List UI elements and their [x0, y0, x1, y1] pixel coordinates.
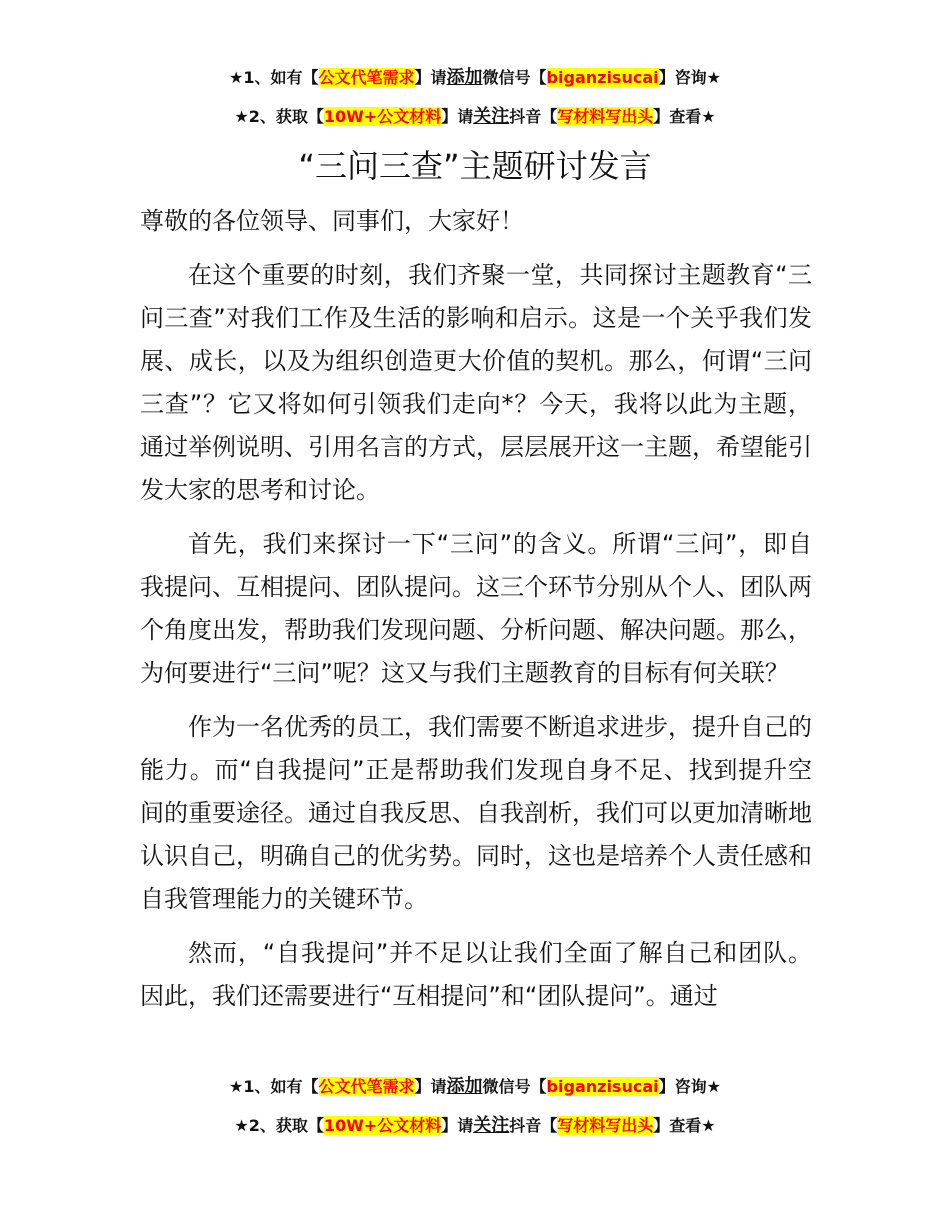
footer-promo-line-2	[0, 1115, 950, 1137]
footer-promo-line-1	[0, 1076, 950, 1098]
promo-highlight-wechat-id: biganzisucai	[546, 1077, 659, 1096]
promo-highlight-ghostwriting: 公文代笔需求	[318, 68, 415, 87]
promo-text: 微信号【	[482, 1077, 547, 1096]
promo-prefix: ★1、如有【	[229, 68, 319, 87]
document-body	[140, 200, 812, 1018]
header-promo-line-2	[0, 106, 950, 128]
promo-highlight-douyin: 写材料写出头	[557, 1116, 654, 1135]
promo-text: 】请	[441, 1116, 474, 1135]
promo-highlight-douyin: 写材料写出头	[557, 107, 654, 126]
promo-highlight-materials: 10W+公文材料	[323, 1116, 442, 1135]
body-paragraph-3: 作为一名优秀的员工，我们需要不断追求进步，提升自己的能力。而“自我提问”正是帮助我们发现自身不足、找到提升空间的重要途径。通过自我反思、自我剖析，我们可以更加清晰地认识自己，明确自己的优劣势。同时，这也是培养个人责任感和自我管理能力的关键环节。	[140, 713, 812, 913]
promo-emphasis-add: 添加	[446, 1076, 483, 1097]
promo-emphasis-add: 添加	[446, 67, 483, 88]
promo-highlight-materials: 10W+公文材料	[323, 107, 442, 126]
promo-suffix: 】咨询★	[658, 68, 721, 87]
salutation: 尊敬的各位领导、同事们，大家好！	[140, 207, 524, 235]
promo-text: 】请	[414, 1077, 447, 1096]
promo-text: 抖音【	[509, 1116, 558, 1135]
promo-text: 】请	[441, 107, 474, 126]
promo-prefix: ★2、获取【	[234, 107, 324, 126]
promo-text: 抖音【	[509, 107, 558, 126]
promo-highlight-wechat-id: biganzisucai	[546, 68, 659, 87]
promo-suffix: 】咨询★	[658, 1077, 721, 1096]
body-paragraph-4: 然而，“自我提问”并不足以让我们全面了解自己和团队。因此，我们还需要进行“互相提问”和“团队提问”。通过	[140, 939, 812, 1010]
promo-emphasis-follow: 关注	[473, 106, 510, 127]
promo-text: 微信号【	[482, 68, 547, 87]
promo-prefix: ★2、获取【	[234, 1116, 324, 1135]
promo-suffix: 】查看★	[653, 1116, 716, 1135]
header-promo-line-1	[0, 67, 950, 89]
promo-emphasis-follow: 关注	[473, 1115, 510, 1136]
document-title: “三问三查”主题研讨发言	[298, 147, 652, 185]
promo-suffix: 】查看★	[653, 107, 716, 126]
promo-highlight-ghostwriting: 公文代笔需求	[318, 1077, 415, 1096]
promo-text: 】请	[414, 68, 447, 87]
promo-prefix: ★1、如有【	[229, 1077, 319, 1096]
body-paragraph-1: 在这个重要的时刻，我们齐聚一堂，共同探讨主题教育“三问三查”对我们工作及生活的影响和启示。这是一个关乎我们发展、成长，以及为组织创造更大价值的契机。那么，何谓“三问三查”？它又将如何引领我们走向*？今天，我将以此为主题，通过举例说明、引用名言的方式，层层展开这一主题，希望能引发大家的思考和讨论。	[140, 261, 812, 504]
body-paragraph-2: 首先，我们来探讨一下“三问”的含义。所谓“三问”，即自我提问、互相提问、团队提问。这三个环节分别从个人、团队两个角度出发，帮助我们发现问题、分析问题、解决问题。那么，为何要进行“三问”呢？这又与我们主题教育的目标有何关联？	[140, 530, 812, 687]
